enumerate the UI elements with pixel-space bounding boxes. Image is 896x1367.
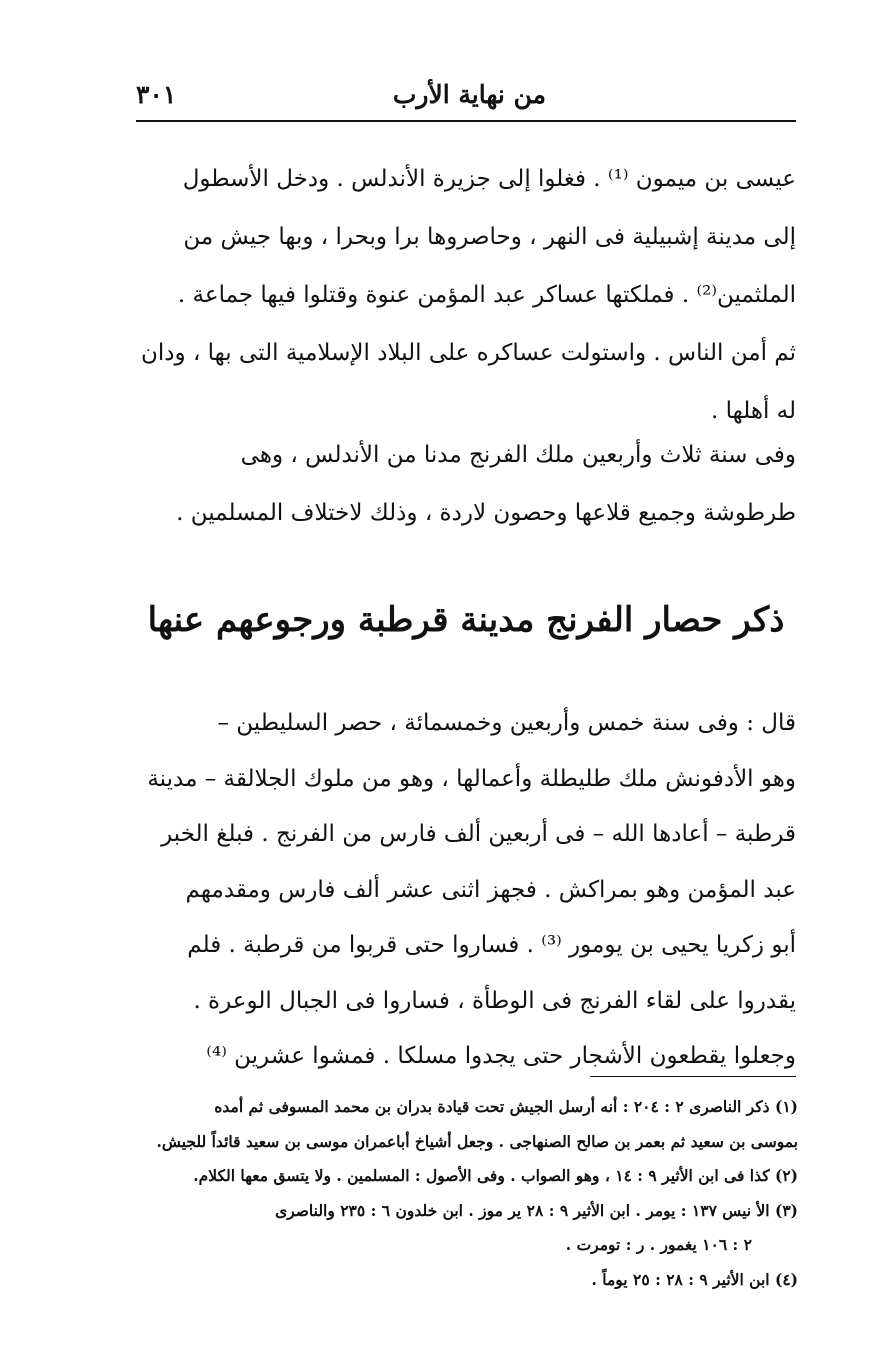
paragraph-1 <box>136 150 796 440</box>
footnote-3: (٣) الأ نيس ١٣٧ : يومر . ابن الأثير ٩ : ٢٨ ير موز . ابن خلدون ٦ : ٢٣٥ والناصرى <box>275 1200 798 1220</box>
text-line: عبد المؤمن وهو بمراكش . فجهز اثنى عشر ألف فارس ومقدمهم <box>185 876 796 903</box>
text-line: طرطوشة وجميع قلاعها وحصون لاردة ، وذلك لاختلاف المسلمين . <box>176 500 796 526</box>
page-number: ٣٠١ <box>136 80 177 109</box>
footnote-divider <box>590 1076 796 1077</box>
text-line: قال : وفى سنة خمس وأربعين وخمسمائة ، حصر السليطين – <box>217 710 796 736</box>
footnotes <box>130 1090 798 1297</box>
footnote-2: (٢) كذا فى ابن الأثير ٩ : ١٤ ، وهو الصواب . وفى الأصول : المسلمين . ولا يتسق معها الكلام. <box>193 1166 798 1185</box>
running-title: من نهاية الأرب <box>392 80 546 109</box>
footnote-1: (١) ذكر الناصرى ٢ : ٢٠٤ : أنه أرسل الجيش تحت قيادة بدران بن محمد المسوفى ثم أمده <box>214 1097 798 1116</box>
text-line: له أهلها . <box>710 398 796 424</box>
footnote-1-continued: بموسى بن سعيد ثم بعمر بن صالح الصنهاجى . وجعل أشياخ أباعمران موسى بن سعيد قائداً للجيش. <box>156 1131 798 1151</box>
text-line: أبو زكريا يحيى بن يومور ⁽³⁾ . فساروا حتى قربوا من قرطبة . فلم <box>187 932 796 958</box>
header-divider <box>136 120 796 122</box>
text-line: يقدروا على لقاء الفرنج فى الوطأة ، فساروا فى الجبال الوعرة . <box>193 987 796 1014</box>
text-line: قرطبة – أعادها الله – فى أربعين ألف فارس من الفرنج . فبلغ الخبر <box>161 821 796 847</box>
text-line: إلى مدينة إشبيلية فى النهر ، وحاصروها برا وبحرا ، وبها جيش من <box>183 224 796 250</box>
footnote-3-continued: ٢ : ١٠٦ يغمور . ر : تومرت . <box>565 1235 752 1254</box>
paragraph-2 <box>136 426 796 542</box>
running-header <box>136 74 796 118</box>
footnote-4: (٤) ابن الأثير ٩ : ٢٨ : ٢٥ يوماً . <box>591 1269 798 1289</box>
text-line: عيسى بن ميمون ⁽¹⁾ . فغلوا إلى جزيرة الأندلس . ودخل الأسطول <box>182 166 796 192</box>
text-line: الملثمين⁽²⁾ . فملكتها عساكر عبد المؤمن عنوة وقتلوا فيها جماعة . <box>177 282 796 308</box>
text-line: ثم أمن الناس . واستولت عساكره على البلاد الإسلامية التى بها ، ودان <box>141 340 796 366</box>
text-line: وهو الأدفونش ملك طليطلة وأعمالها ، وهو من ملوك الجلالقة – مدينة <box>147 765 796 792</box>
section-heading: ذكر حصار الفرنج مدينة قرطبة ورجوعهم عنها <box>147 600 785 640</box>
paragraph-3 <box>136 696 796 1085</box>
text-line: وفى سنة ثلاث وأربعين ملك الفرنج مدنا من الأندلس ، وهى <box>240 442 796 468</box>
text-line: وجعلوا يقطعون الأشجار حتى يجدوا مسلكا . فمشوا عشرين ⁽⁴⁾ <box>206 1043 796 1069</box>
